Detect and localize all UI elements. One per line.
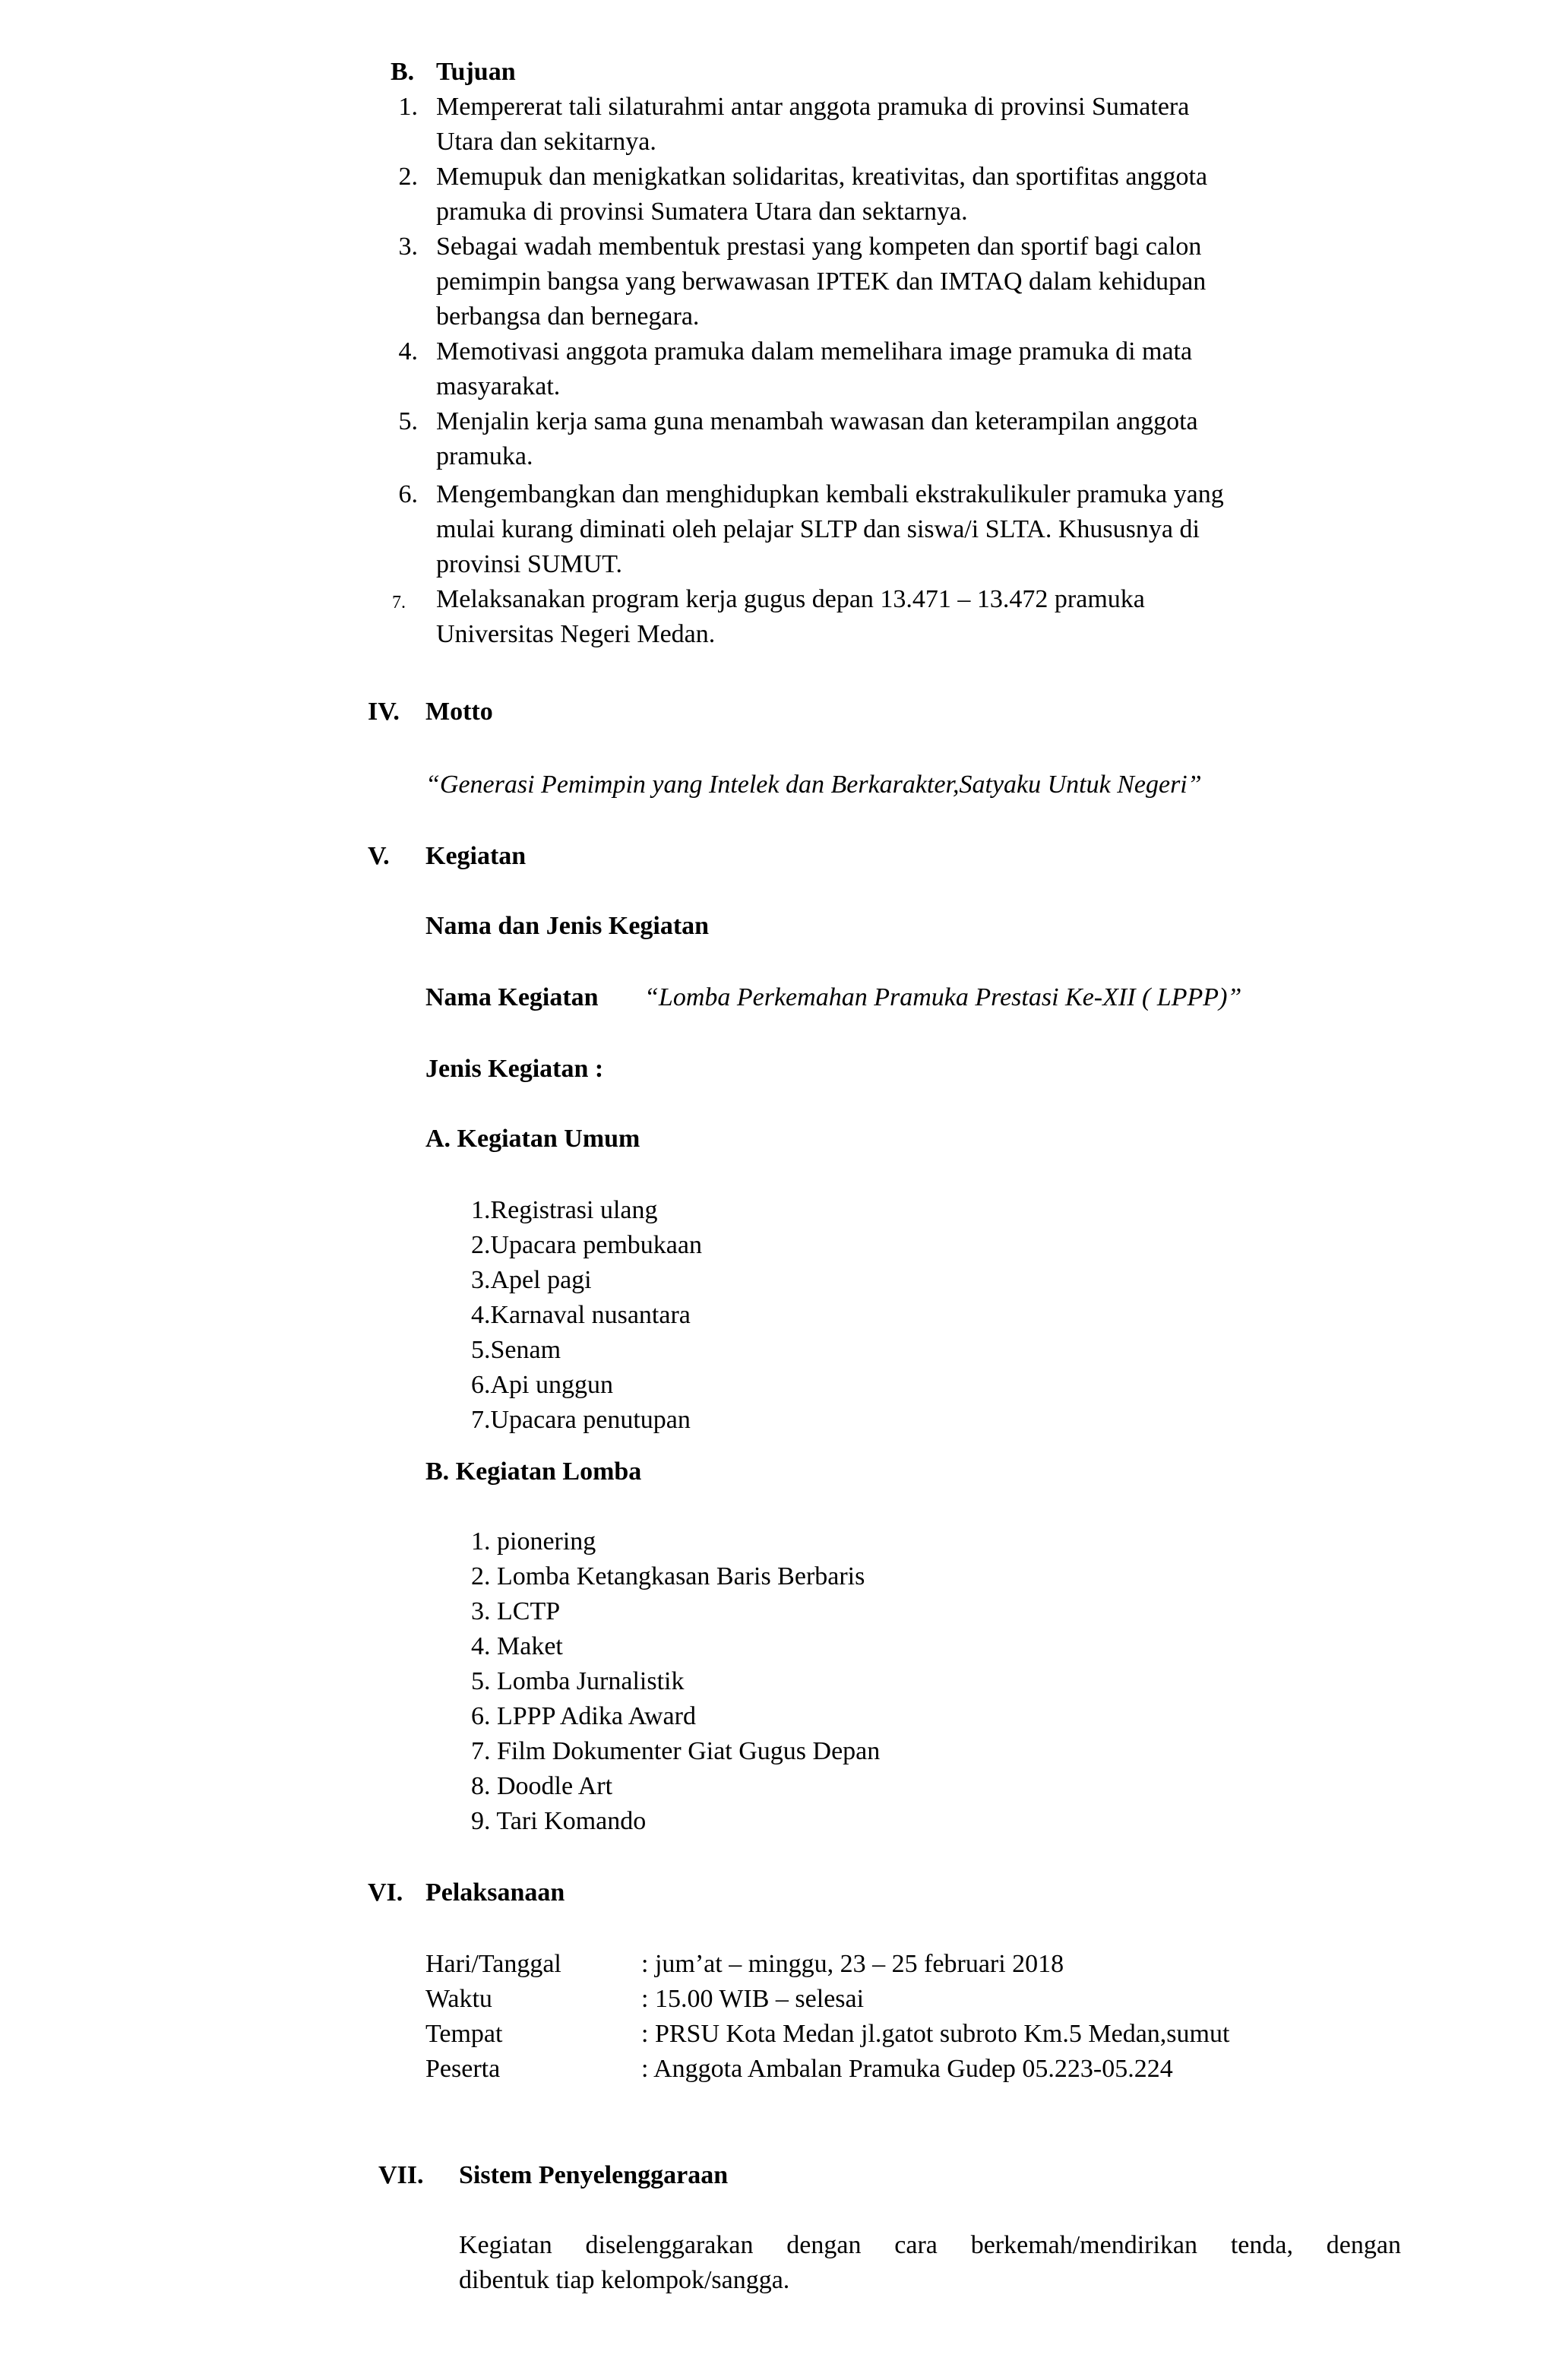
umum-item: 7.Upacara penutupan [471,1406,691,1434]
nama-kegiatan-value: “Lomba Perkemahan Pramuka Prestasi Ke-XII ( LPPP)” [644,983,1242,1011]
kegiatan-lomba-title: B. Kegiatan Lomba [425,1457,642,1486]
tujuan-4-line-1: Memotivasi anggota pramuka dalam memelihara image pramuka di mata [436,337,1193,366]
tujuan-num-7: 7. [392,593,406,612]
umum-item: 1.Registrasi ulang [471,1196,658,1224]
tujuan-6-line-2: mulai kurang diminati oleh pelajar SLTP dan siswa/i SLTA. Khususnya di [436,515,1200,543]
tujuan-7-line-1: Melaksanakan program kerja gugus depan 13.471 – 13.472 pramuka [436,585,1145,613]
tujuan-3-line-2: pemimpin bangsa yang berwawasan IPTEK dan IMTAQ dalam kehidupan [436,267,1207,296]
pelaksanaan-label: Peserta [425,2055,501,2083]
section-b-marker: B. [391,58,415,86]
jenis-kegiatan-label: Jenis Kegiatan : [425,1055,604,1083]
tujuan-num-2: 2. [398,163,418,191]
umum-item: 2.Upacara pembukaan [471,1231,702,1259]
sistem-line-2: dibentuk tiap kelompok/sangga. [459,2266,790,2294]
tujuan-7-line-2: Universitas Negeri Medan. [436,620,716,648]
tujuan-6-line-1: Mengembangkan dan menghidupkan kembali ekstrakulikuler pramuka yang [436,480,1224,508]
lomba-item: 5. Lomba Jurnalistik [471,1667,685,1695]
pelaksanaan-label: Tempat [425,2020,503,2048]
tujuan-3-line-3: berbangsa dan bernegara. [436,302,700,331]
tujuan-num-1: 1. [398,93,418,121]
motto-quote: “Generasi Pemimpin yang Intelek dan Berkarakter,Satyaku Untuk Negeri” [425,771,1202,799]
pelaksanaan-label: Hari/Tanggal [425,1950,561,1978]
tujuan-1-line-2: Utara dan sekitarnya. [436,128,656,156]
section-b-title: Tujuan [436,58,516,86]
tujuan-5-line-1: Menjalin kerja sama guna menambah wawasan dan keterampilan anggota [436,407,1198,435]
pelaksanaan-value: : 15.00 WIB – selesai [641,1985,865,2013]
tujuan-num-4: 4. [398,337,418,366]
pelaksanaan-value: : PRSU Kota Medan jl.gatot subroto Km.5 Medan,sumut [641,2020,1230,2048]
umum-item: 6.Api unggun [471,1371,613,1399]
kegiatan-umum-title: A. Kegiatan Umum [425,1125,640,1153]
kegiatan-subtitle: Nama dan Jenis Kegiatan [425,912,710,940]
pelaksanaan-value: : jum’at – minggu, 23 – 25 februari 2018 [641,1950,1064,1978]
tujuan-5-line-2: pramuka. [436,442,533,470]
section-vii-marker: VII. [378,2161,424,2189]
section-vi-title: Pelaksanaan [425,1878,565,1907]
tujuan-6-line-3: provinsi SUMUT. [436,550,622,578]
tujuan-3-line-1: Sebagai wadah membentuk prestasi yang kompeten dan sportif bagi calon [436,233,1202,261]
section-vii-title: Sistem Penyelenggaraan [459,2161,729,2189]
tujuan-num-5: 5. [398,407,418,435]
lomba-item: 6. LPPP Adika Award [471,1702,696,1730]
section-v-title: Kegiatan [425,842,527,870]
lomba-item: 8. Doodle Art [471,1772,613,1800]
lomba-item: 3. LCTP [471,1597,561,1625]
section-vi-marker: VI. [368,1878,403,1907]
sistem-line-1: Kegiatan diselenggarakan dengan cara berkemah/mendirikan tenda, dengan [459,2231,1401,2259]
umum-item: 5.Senam [471,1336,561,1364]
umum-item: 4.Karnaval nusantara [471,1301,691,1329]
tujuan-2-line-1: Memupuk dan menigkatkan solidaritas, kreativitas, dan sportifitas anggota [436,163,1208,191]
lomba-item: 1. pionering [471,1527,596,1556]
tujuan-4-line-2: masyarakat. [436,372,561,400]
lomba-item: 9. Tari Komando [471,1807,647,1835]
nama-kegiatan-label: Nama Kegiatan [425,983,599,1011]
lomba-item: 4. Maket [471,1632,563,1660]
pelaksanaan-label: Waktu [425,1985,492,2013]
section-iv-marker: IV. [368,698,400,726]
tujuan-1-line-1: Mempererat tali silaturahmi antar anggota pramuka di provinsi Sumatera [436,93,1190,121]
tujuan-num-6: 6. [398,480,418,508]
umum-item: 3.Apel pagi [471,1266,592,1294]
section-iv-title: Motto [425,698,493,726]
tujuan-2-line-2: pramuka di provinsi Sumatera Utara dan sektarnya. [436,198,968,226]
pelaksanaan-value: : Anggota Ambalan Pramuka Gudep 05.223-05.224 [641,2055,1173,2083]
lomba-item: 7. Film Dokumenter Giat Gugus Depan [471,1737,881,1765]
lomba-item: 2. Lomba Ketangkasan Baris Berbaris [471,1562,865,1590]
tujuan-num-3: 3. [398,233,418,261]
section-v-marker: V. [368,842,390,870]
